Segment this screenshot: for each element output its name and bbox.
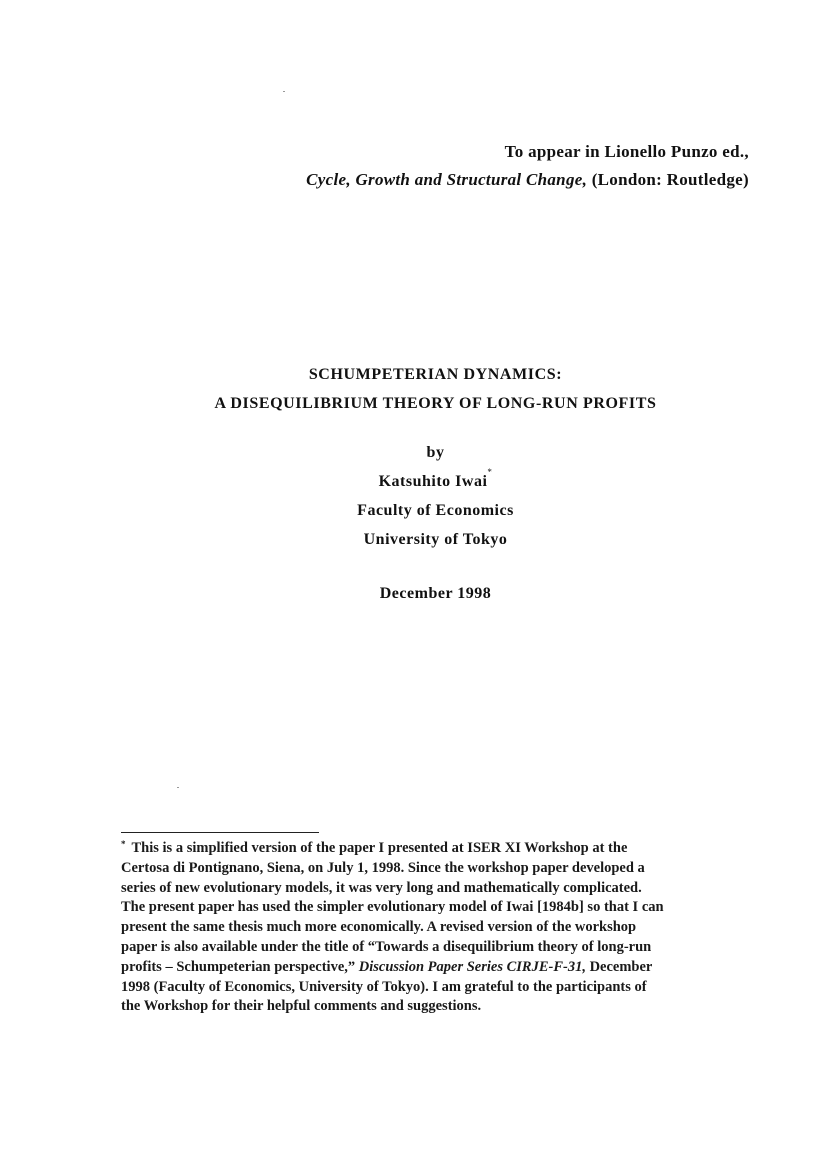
discussion-paper-series: Discussion Paper Series CIRJE-F-31, (358, 958, 586, 975)
footnote-line: The present paper has used the simpler evolutionary model of Iwai [1984b] so that I can (121, 899, 664, 916)
title-block (0, 360, 827, 608)
byline (0, 438, 827, 554)
footnote-line: present the same thesis much more economically. A revised version of the workshop (121, 919, 637, 936)
footnote-line: series of new evolutionary models, it was very long and mathematically complicated. (121, 879, 642, 896)
scan-speck (283, 91, 285, 92)
footnote-line: 1998 (Faculty of Economics, University of Tokyo). I am grateful to the participants of (121, 978, 647, 995)
author-name: Katsuhito Iwai (378, 473, 488, 490)
footnote-line (121, 839, 761, 859)
paper-title-line2: A DISEQUILIBRIUM THEORY OF LONG-RUN PROFITS (214, 395, 657, 412)
footnote-text: This is a simplified version of the paper I presented at ISER XI Workshop at the (131, 840, 628, 856)
footnote-rule (121, 832, 319, 833)
author-footnote-mark: * (487, 467, 493, 477)
footnote-line: Certosa di Pontignano, Siena, on July 1, 1998. Since the workshop paper developed a (121, 859, 645, 876)
footnote (121, 839, 761, 1017)
scan-speck (177, 787, 179, 788)
by-label: by (426, 444, 445, 461)
author-line (0, 467, 827, 496)
footnote-line: the Workshop for their helpful comments and suggestions. (121, 998, 482, 1015)
publisher: (London: Routledge) (587, 170, 749, 189)
publication-note-line2 (306, 166, 749, 194)
affiliation-faculty: Faculty of Economics (357, 502, 514, 519)
publication-note-line1: To appear in Lionello Punzo ed., (504, 142, 749, 161)
affiliation-university: University of Tokyo (363, 531, 508, 548)
footnote-text: profits – Schumpeterian perspective,” (121, 958, 359, 975)
paper-title-line1: SCHUMPETERIAN DYNAMICS: (308, 366, 563, 383)
footnote-mark: * (121, 839, 126, 849)
footnote-line (121, 958, 761, 978)
footnote-text: December (585, 958, 653, 975)
book-title: Cycle, Growth and Structural Change, (306, 170, 588, 189)
footnote-line: paper is also available under the title of “Towards a disequilibrium theory of long-run (121, 938, 652, 955)
publication-note (306, 138, 749, 194)
paper-date: December 1998 (379, 585, 492, 602)
